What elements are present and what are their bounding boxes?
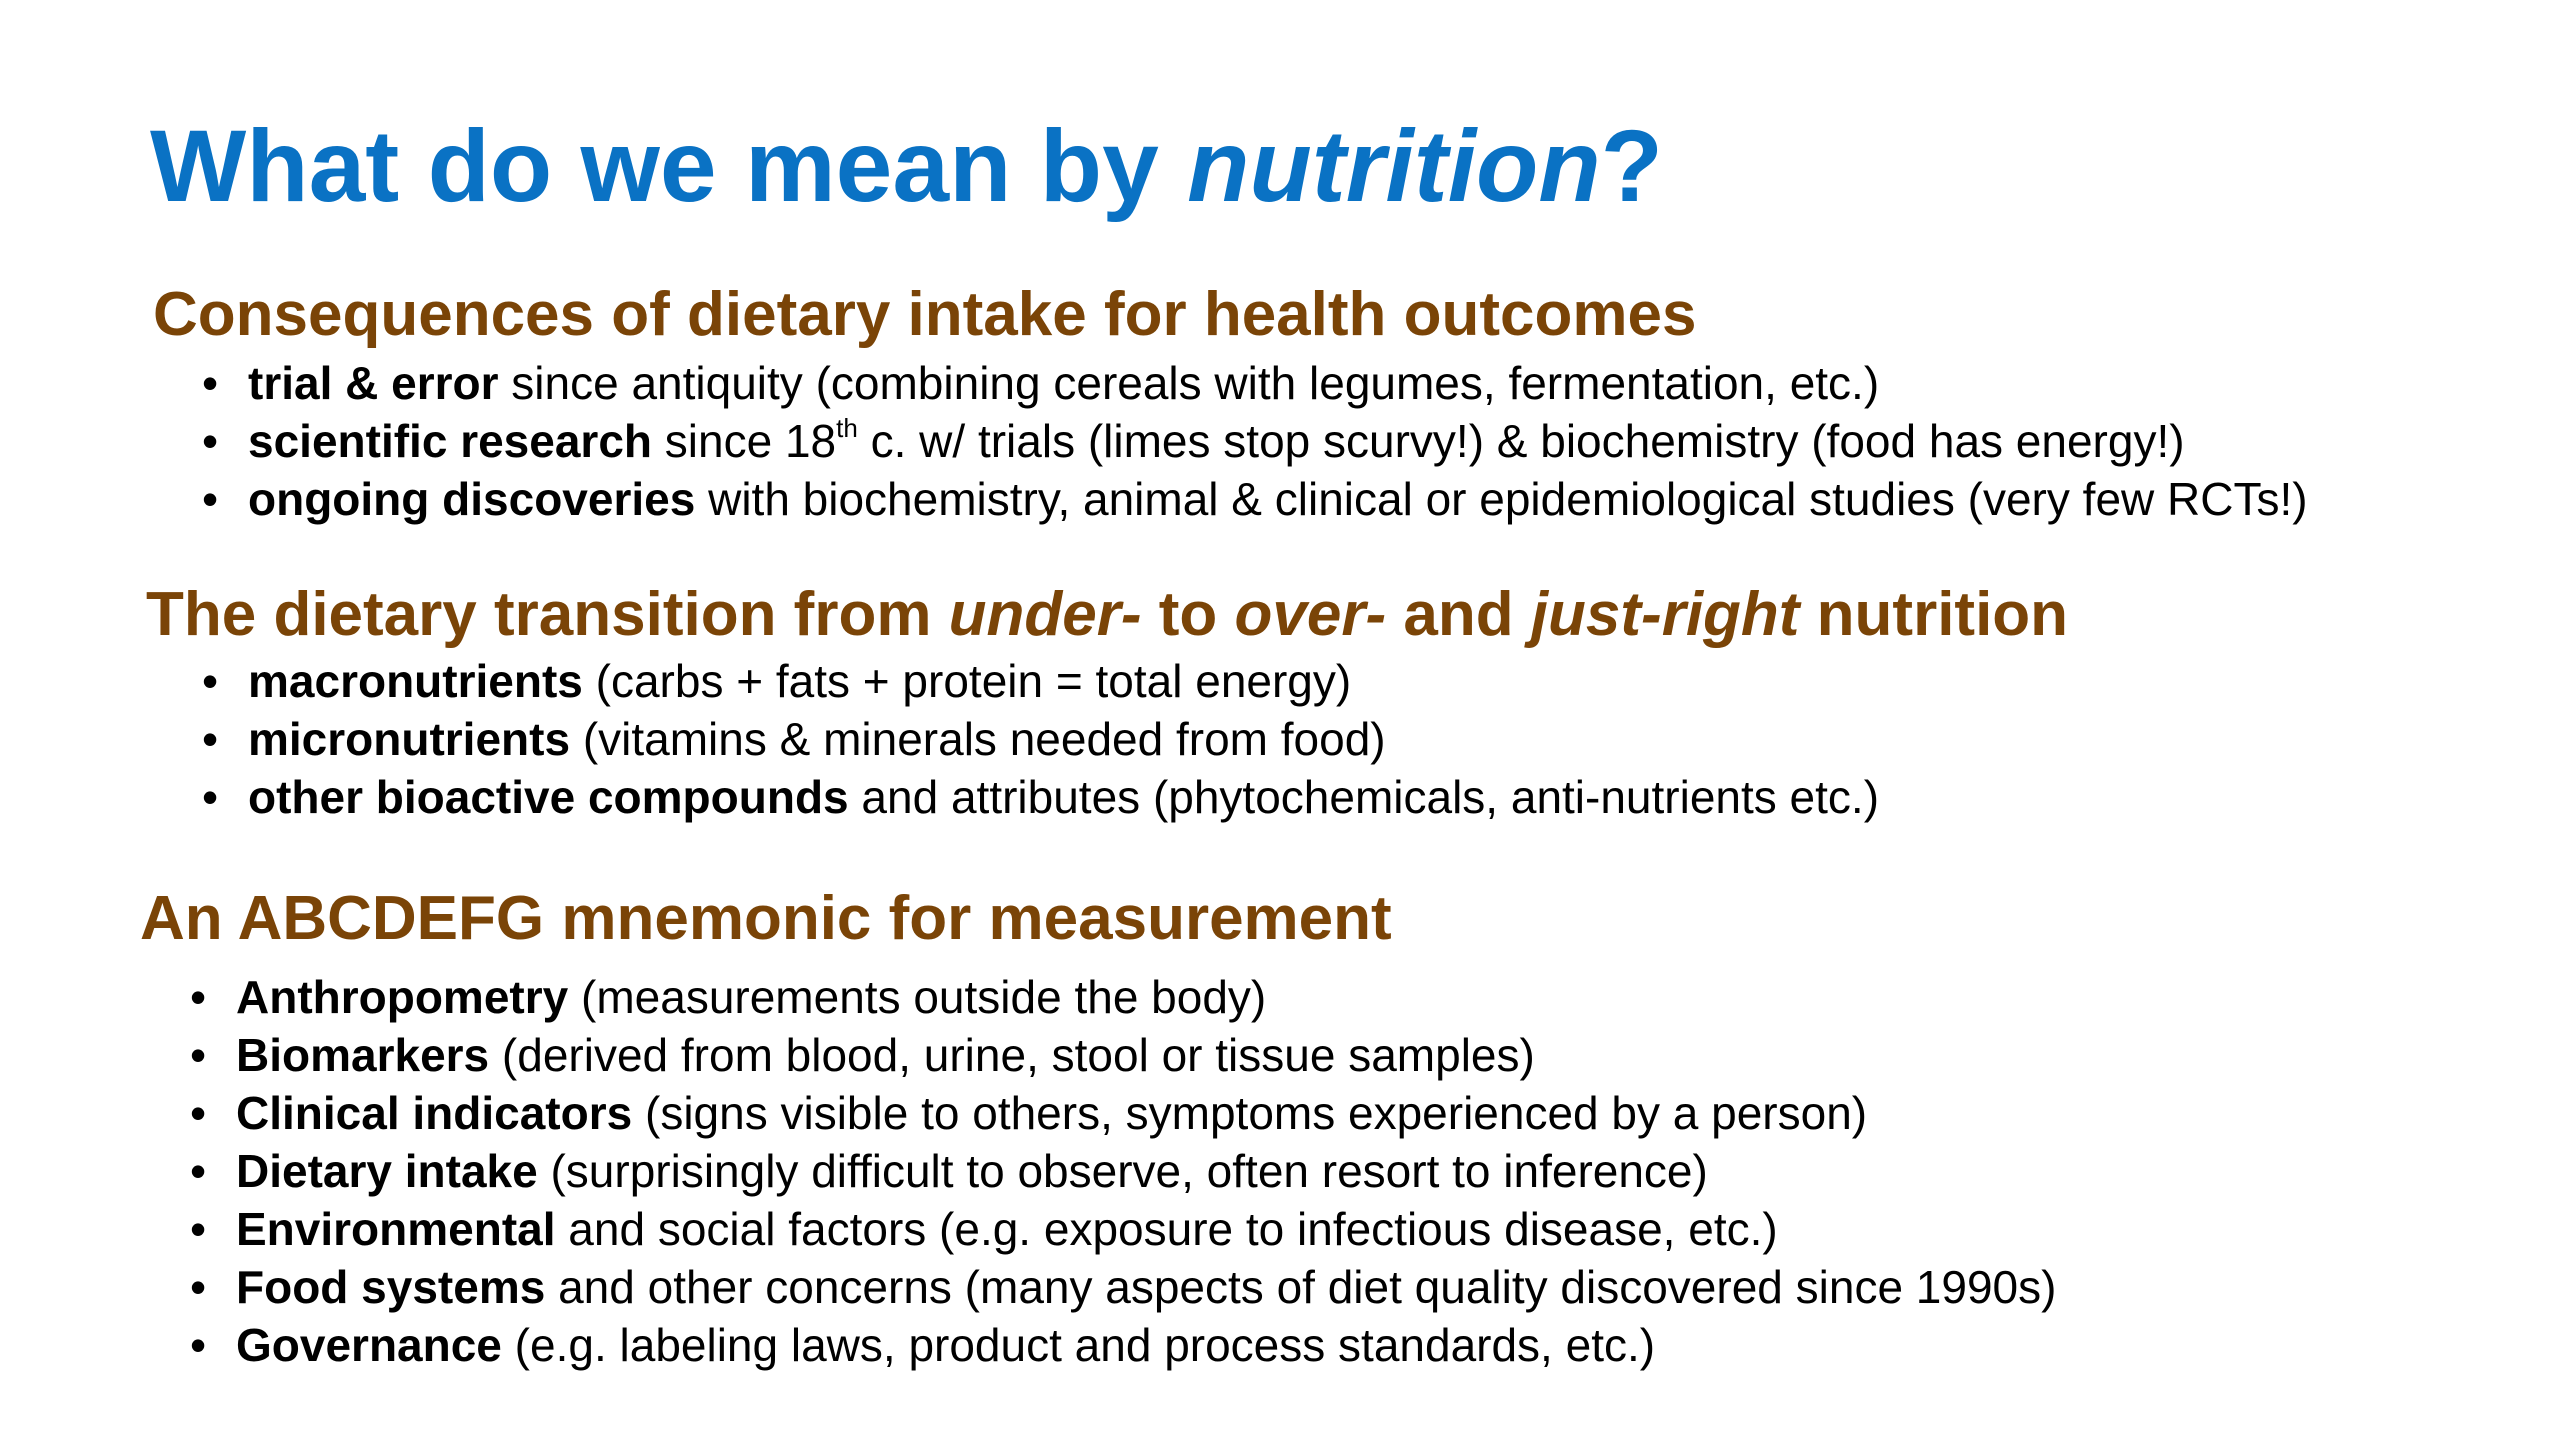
list-item — [202, 710, 2560, 768]
item-term: Governance — [236, 1319, 502, 1372]
slide-title — [150, 108, 1663, 225]
item-text: and social factors (e.g. exposure to infectious disease, etc.) — [555, 1203, 1778, 1256]
heading-part: The dietary transition from — [146, 580, 949, 649]
item-text: since 18 — [652, 415, 837, 468]
item-text: (derived from blood, urine, stool or tissue samples) — [489, 1029, 1535, 1082]
section-heading — [0, 578, 2560, 652]
list-item — [202, 470, 2560, 528]
list-item — [190, 1142, 2560, 1200]
section-heading: Consequences of dietary intake for health outcomes — [153, 280, 1697, 349]
item-text: (measurements outside the body) — [568, 971, 1267, 1024]
section-abcdefg-mnemonic — [0, 882, 2560, 1374]
item-text: with biochemistry, animal & clinical or epidemiological studies (very few RCTs!) — [695, 473, 2308, 526]
heading-part: to — [1141, 580, 1235, 649]
item-term: Dietary intake — [236, 1145, 538, 1198]
item-term: macronutrients — [248, 655, 583, 708]
item-term: scientific research — [248, 415, 653, 468]
item-term: Anthropometry — [236, 971, 569, 1024]
item-term: Clinical indicators — [236, 1087, 633, 1140]
list-item — [202, 652, 2560, 710]
section-health-consequences — [0, 278, 2560, 528]
bullet-icon: • — [202, 713, 219, 766]
item-term: trial & error — [248, 357, 499, 410]
list-item — [190, 1200, 2560, 1258]
item-term: ongoing discoveries — [248, 473, 696, 526]
heading-part: nutrition — [1799, 580, 2069, 649]
bullet-icon: • — [202, 415, 219, 468]
bullet-list — [202, 652, 2560, 826]
section-dietary-transition — [0, 578, 2560, 826]
bullet-icon: • — [190, 1319, 207, 1372]
item-text: (signs visible to others, symptoms experienced by a person) — [632, 1087, 1868, 1140]
bullet-icon: • — [202, 771, 219, 824]
list-item — [202, 354, 2560, 412]
title-emphasis: nutrition — [1187, 109, 1601, 223]
item-text: and attributes (phytochemicals, anti-nutrients etc.) — [848, 771, 1880, 824]
item-text: (e.g. labeling laws, product and process standards, etc.) — [501, 1319, 1656, 1372]
title-part-1: What do we mean by — [150, 109, 1188, 223]
bullet-icon: • — [190, 971, 207, 1024]
heading-part: and — [1386, 580, 1531, 649]
item-text: (vitamins & minerals needed from food) — [570, 713, 1386, 766]
bullet-icon: • — [190, 1203, 207, 1256]
title-part-2: ? — [1600, 109, 1663, 223]
list-item — [190, 968, 2560, 1026]
item-text: (carbs + fats + protein = total energy) — [582, 655, 1352, 708]
item-term: other bioactive compounds — [248, 771, 849, 824]
list-item — [190, 1026, 2560, 1084]
bullet-icon: • — [190, 1261, 207, 1314]
item-term: Biomarkers — [236, 1029, 490, 1082]
bullet-icon: • — [202, 473, 219, 526]
item-term: Food systems — [236, 1261, 546, 1314]
section-heading: An ABCDEFG mnemonic for measurement — [140, 884, 1392, 953]
list-item — [202, 768, 2560, 826]
bullet-icon: • — [190, 1029, 207, 1082]
heading-emphasis: over- — [1234, 580, 1387, 649]
item-term: micronutrients — [248, 713, 571, 766]
heading-emphasis: just-right — [1530, 580, 1800, 649]
bullet-icon: • — [202, 357, 219, 410]
bullet-icon: • — [190, 1087, 207, 1140]
item-term: Environmental — [236, 1203, 556, 1256]
list-item — [190, 1258, 2560, 1316]
bullet-list — [190, 968, 2560, 1374]
item-text: c. w/ trials (limes stop scurvy!) & biochemistry (food has energy!) — [857, 415, 2185, 468]
list-item — [190, 1316, 2560, 1374]
item-text: (surprisingly difficult to observe, often resort to inference) — [537, 1145, 1708, 1198]
heading-emphasis: under- — [948, 580, 1142, 649]
list-item — [190, 1084, 2560, 1142]
bullet-icon: • — [190, 1145, 207, 1198]
item-text: and other concerns (many aspects of diet quality discovered since 1990s) — [545, 1261, 2057, 1314]
bullet-icon: • — [202, 655, 219, 708]
list-item — [202, 412, 2560, 470]
item-text: since antiquity (combining cereals with legumes, fermentation, etc.) — [498, 357, 1880, 410]
item-superscript: th — [836, 413, 858, 444]
bullet-list — [202, 354, 2560, 528]
